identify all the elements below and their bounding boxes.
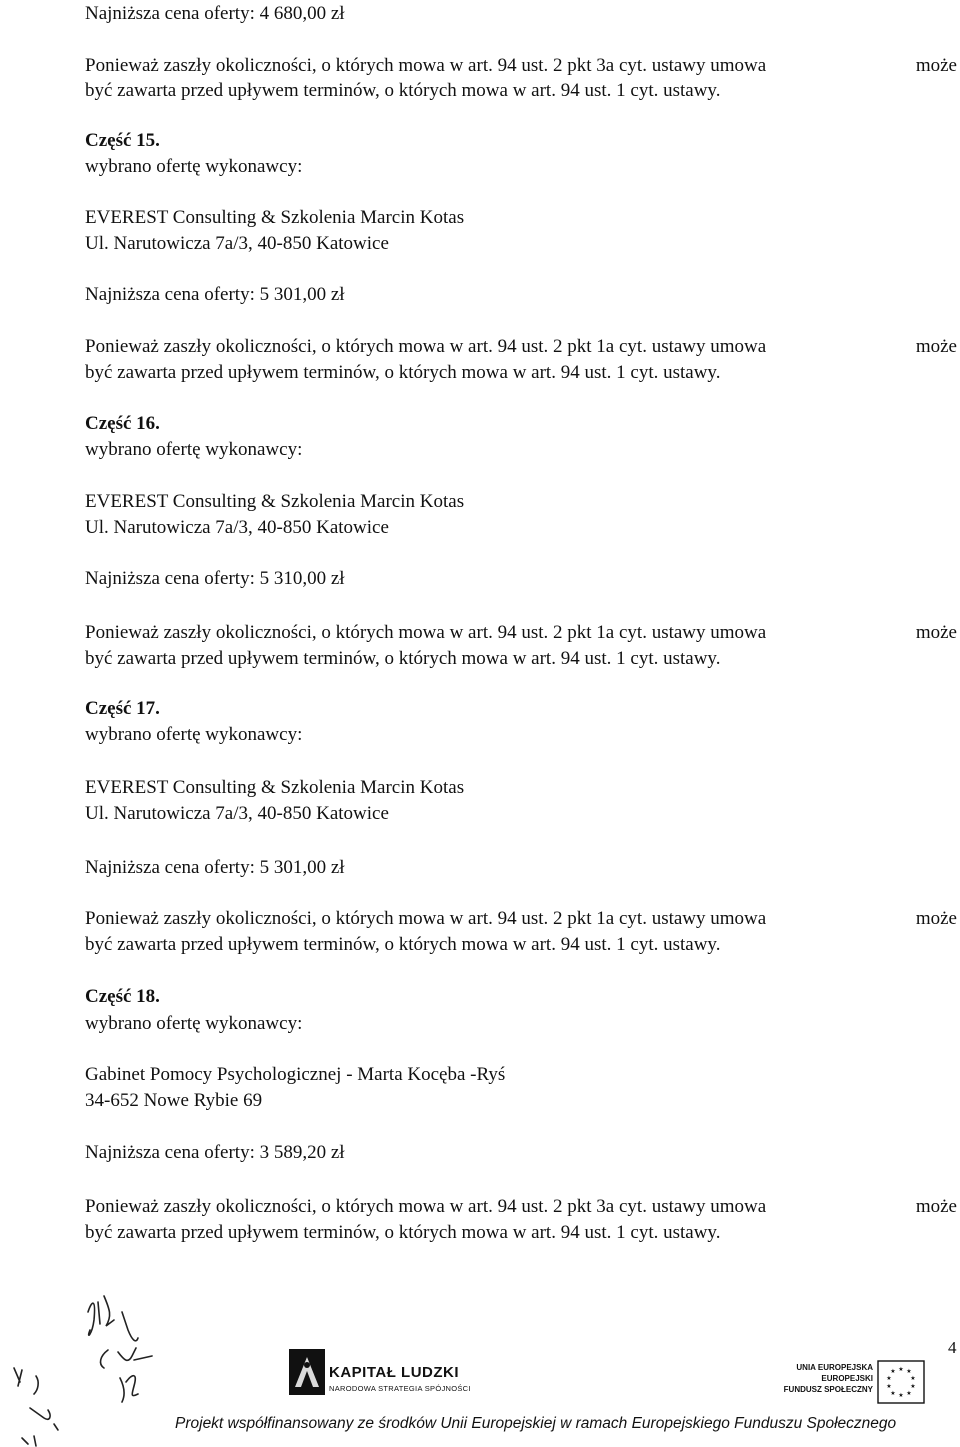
kapital-ludzki-emblem-icon [287, 1347, 327, 1397]
reason-text: Ponieważ zaszły okoliczności, o których mowa w art. 94 ust. 2 pkt 1a cyt. ustawy umowa [85, 908, 767, 929]
price-line: Najniższa cena oferty: 4 680,00 zł [85, 3, 345, 24]
selected-label: wybrano ofertę wykonawcy: [85, 156, 303, 177]
reason-text: Ponieważ zaszły okoliczności, o których mowa w art. 94 ust. 2 pkt 3a cyt. ustawy umowa [85, 1196, 767, 1217]
company-name: EVEREST Consulting & Szkolenia Marcin Kotas [85, 777, 465, 798]
reason-line-2: być zawarta przed upływem terminów, o których mowa w art. 94 ust. 1 cyt. ustawy. [85, 934, 721, 955]
company-name: Gabinet Pomocy Psychologicznej - Marta Kocęba -Ryś [85, 1064, 506, 1085]
svg-text:★: ★ [890, 1368, 896, 1375]
reason-last-word: może [915, 622, 957, 643]
svg-text:★: ★ [890, 1390, 896, 1397]
svg-text:★: ★ [886, 1375, 892, 1382]
price-line: Najniższa cena oferty: 5 310,00 zł [85, 568, 345, 589]
company-name: EVEREST Consulting & Szkolenia Marcin Kotas [85, 491, 465, 512]
eu-line-3: FUNDUSZ SPOŁECZNY [783, 1385, 873, 1394]
svg-text:★: ★ [906, 1368, 912, 1375]
svg-text:★: ★ [898, 1366, 904, 1373]
svg-text:★: ★ [910, 1375, 916, 1382]
reason-text: Ponieważ zaszły okoliczności, o których mowa w art. 94 ust. 2 pkt 3a cyt. ustawy umowa [85, 55, 767, 76]
reason-text: Ponieważ zaszły okoliczności, o których mowa w art. 94 ust. 2 pkt 1a cyt. ustawy umowa [85, 622, 767, 643]
company-name: EVEREST Consulting & Szkolenia Marcin Kotas [85, 207, 465, 228]
price-line: Najniższa cena oferty: 3 589,20 zł [85, 1142, 345, 1163]
selected-label: wybrano ofertę wykonawcy: [85, 439, 303, 460]
reason-line-1 [85, 1196, 957, 1218]
section-heading: Część 17. [85, 698, 160, 719]
reason-line-2: być zawarta przed upływem terminów, o których mowa w art. 94 ust. 1 cyt. ustawy. [85, 1222, 721, 1243]
reason-last-word: może [915, 1196, 957, 1217]
svg-text:★: ★ [906, 1390, 912, 1397]
eu-line-2: EUROPEJSKI [821, 1374, 873, 1383]
selected-label: wybrano ofertę wykonawcy: [85, 1013, 303, 1034]
reason-line-1 [85, 908, 957, 930]
reason-line-1 [85, 622, 957, 644]
company-address: Ul. Narutowicza 7a/3, 40-850 Katowice [85, 517, 389, 538]
page-number: 4 [948, 1338, 957, 1357]
reason-line-2: być zawarta przed upływem terminów, o których mowa w art. 94 ust. 1 cyt. ustawy. [85, 648, 721, 669]
section-heading: Część 15. [85, 130, 160, 151]
reason-line-1 [85, 336, 957, 358]
company-address: 34-652 Nowe Rybie 69 [85, 1090, 263, 1111]
eu-line-1: UNIA EUROPEJSKA [796, 1363, 873, 1372]
reason-line-1 [85, 55, 957, 77]
kapital-ludzki-title: KAPITAŁ LUDZKI [329, 1364, 460, 1381]
price-line: Najniższa cena oferty: 5 301,00 zł [85, 857, 345, 878]
selected-label: wybrano ofertę wykonawcy: [85, 724, 303, 745]
reason-line-2: być zawarta przed upływem terminów, o których mowa w art. 94 ust. 1 cyt. ustawy. [85, 80, 721, 101]
cofinancing-note: Projekt współfinansowany ze środków Unii Europejskiej w ramach Europejskiego Funduszu Społecznego [175, 1415, 897, 1432]
eu-text [784, 1362, 873, 1395]
reason-text: Ponieważ zaszły okoliczności, o których mowa w art. 94 ust. 2 pkt 1a cyt. ustawy umowa [85, 336, 767, 357]
svg-text:★: ★ [886, 1383, 892, 1390]
reason-last-word: może [915, 55, 957, 76]
kapital-ludzki-subtitle: NARODOWA STRATEGIA SPÓJNOŚCI [329, 1384, 471, 1393]
reason-line-2: być zawarta przed upływem terminów, o których mowa w art. 94 ust. 1 cyt. ustawy. [85, 362, 721, 383]
eu-flag-icon [877, 1360, 925, 1404]
section-heading: Część 16. [85, 413, 160, 434]
company-address: Ul. Narutowicza 7a/3, 40-850 Katowice [85, 803, 389, 824]
reason-last-word: może [915, 908, 957, 929]
section-heading: Część 18. [85, 986, 160, 1007]
price-line: Najniższa cena oferty: 5 301,00 zł [85, 284, 345, 305]
svg-text:★: ★ [898, 1392, 904, 1399]
svg-text:★: ★ [910, 1383, 916, 1390]
reason-last-word: może [915, 336, 957, 357]
company-address: Ul. Narutowicza 7a/3, 40-850 Katowice [85, 233, 389, 254]
eu-efs-logo [755, 1360, 925, 1404]
